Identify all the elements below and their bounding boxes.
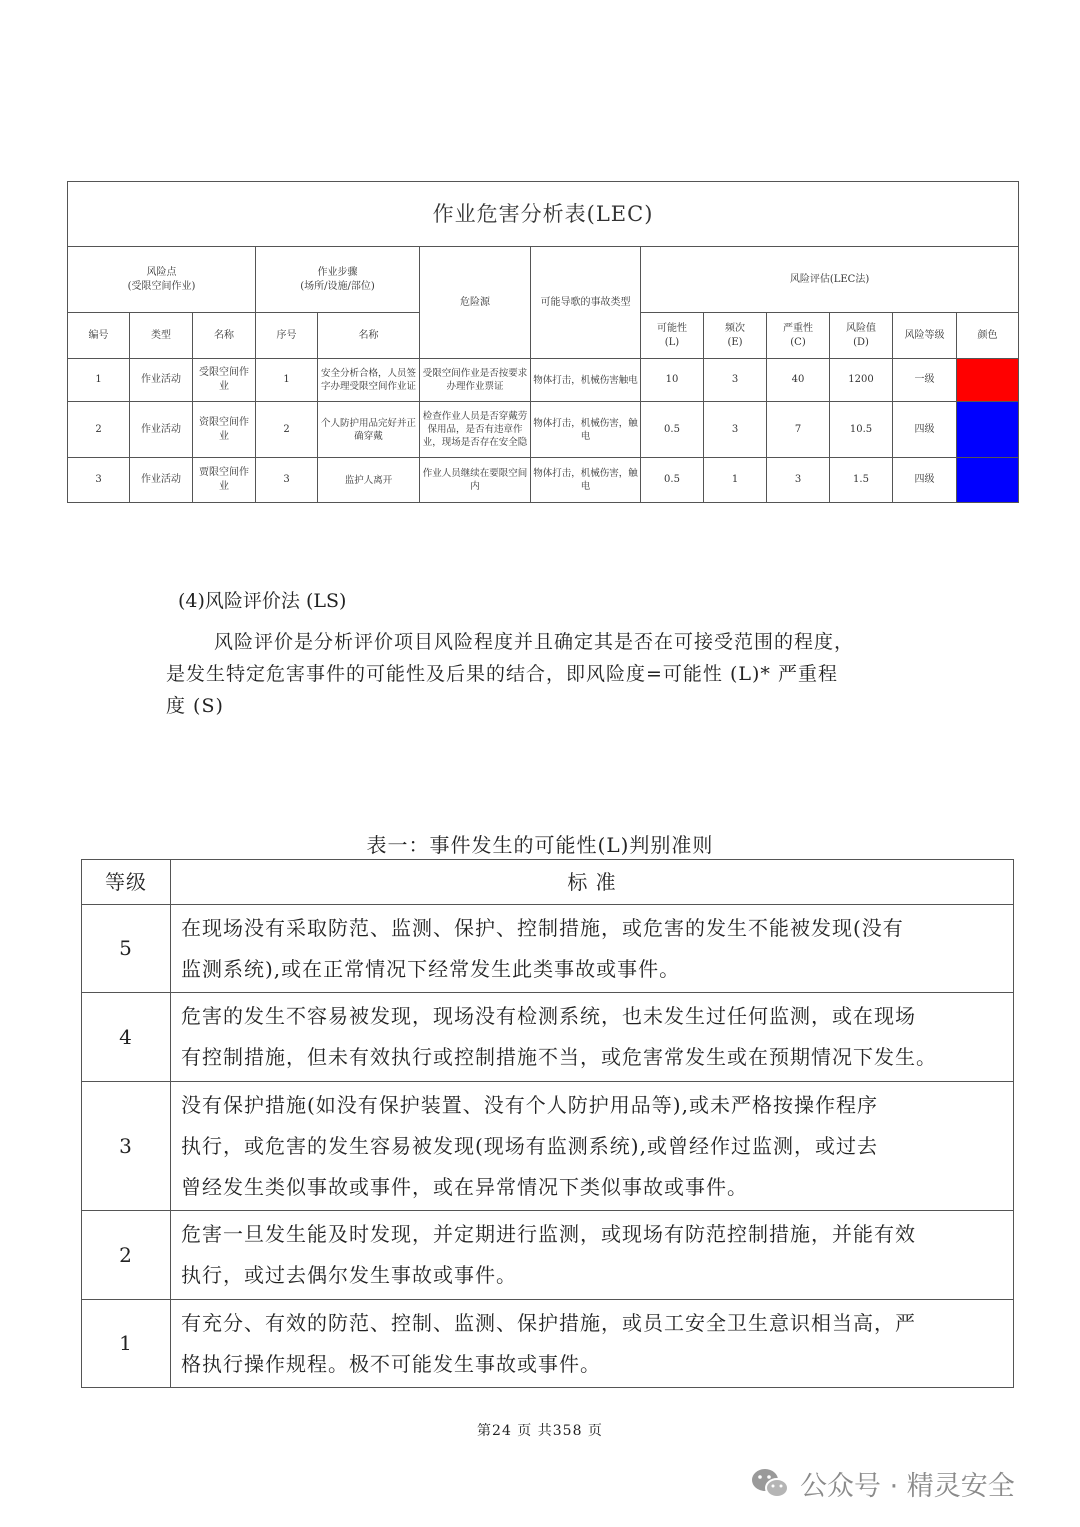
header-no: 编号 — [68, 313, 130, 359]
standard-line: 执行，或过去偶尔发生事故或事件。 — [181, 1263, 517, 1287]
header-risk-value-sub: (D) — [853, 336, 869, 348]
header-color: 颜色 — [957, 313, 1019, 359]
lec-analysis-table — [67, 181, 1019, 503]
header-possibility-sub: (L) — [664, 336, 680, 348]
risk-color-swatch — [957, 359, 1019, 402]
cell-accident: 物体打击，机械伤害，触电 — [531, 402, 641, 458]
standard-line: 危害的发生不容易被发现，现场没有检测系统，也未发生过任何监测，或在现场 — [181, 1004, 916, 1028]
standard-line: 有充分、有效的防范、控制、监测、保护措施，或员工安全卫生意识相当高，严 — [181, 1310, 916, 1335]
header-possibility — [641, 313, 704, 359]
header-risk-eval: 风险评估(LEC法) — [641, 247, 1019, 313]
risk-color-swatch — [957, 402, 1019, 458]
section-heading: (4)风险评价法 (LS) — [178, 590, 347, 612]
standard-line: 在现场没有采取防范、监测、保护、控制措施，或危害的发生不能被发现(没有 — [181, 915, 904, 940]
cell-name: 贾限空间作业 — [193, 458, 256, 503]
paragraph-line: 度 (S) — [166, 695, 224, 717]
cell-step: 安全分析合格，人员签字办理受限空间作业证 — [318, 359, 420, 402]
cell-no: 1 — [68, 359, 130, 402]
standard-line: 有控制措施，但未有效执行或控制措施不当，或危害常发生或在预期情况下发生。 — [181, 1045, 937, 1069]
cell-d: 1200 — [830, 359, 893, 402]
cell-c: 7 — [767, 402, 830, 458]
risk-color-swatch — [957, 458, 1019, 503]
header-seq: 序号 — [256, 313, 318, 359]
section-paragraph — [166, 626, 926, 722]
cell-name: 受限空间作业 — [193, 359, 256, 402]
cell-hazard: 受限空间作业是否按要求办理作业票证 — [420, 359, 531, 402]
header-name: 名称 — [193, 313, 256, 359]
cell-standard — [171, 1300, 1014, 1388]
standard-line: 没有保护措施(如没有保护装置、没有个人防护用品等),或未严格按操作程序 — [181, 1092, 878, 1117]
watermark — [750, 1464, 1015, 1503]
paragraph-line: 风险评价是分析评价项目风险程度并且确定其是否在可接受范围的程度， — [214, 631, 855, 653]
table-row — [82, 905, 1014, 993]
cell-level: 3 — [82, 1082, 171, 1211]
cell-seq: 3 — [256, 458, 318, 503]
header-possibility-label: 可能性 — [657, 322, 687, 334]
header-work-steps-sub: (场所/设施/部位) — [300, 280, 375, 292]
standard-line: 格执行操作规程。极不可能发生事故或事件。 — [181, 1351, 601, 1376]
cell-level: 一级 — [893, 359, 957, 402]
cell-c: 3 — [767, 458, 830, 503]
cell-standard — [171, 1211, 1014, 1300]
cell-d: 1.5 — [830, 458, 893, 503]
cell-e: 1 — [704, 458, 767, 503]
standard-line: 曾经发生类似事故或事件，或在异常情况下类似事故或事件。 — [181, 1174, 748, 1199]
header-risk-value-label: 风险值 — [846, 322, 876, 334]
header-standard: 标 准 — [171, 860, 1014, 905]
header-risk-value — [830, 313, 893, 359]
table-row — [82, 1300, 1014, 1388]
header-frequency-label: 频次 — [725, 322, 745, 334]
cell-step: 监护人离开 — [318, 458, 420, 503]
cell-standard — [171, 905, 1014, 993]
header-risk-point — [68, 247, 256, 313]
cell-c: 40 — [767, 359, 830, 402]
possibility-criteria-table — [81, 859, 1014, 1388]
header-level: 等级 — [82, 860, 171, 905]
cell-l: 0.5 — [641, 458, 704, 503]
watermark-text: 公众号 · 精灵安全 — [800, 1471, 1015, 1502]
cell-seq: 1 — [256, 359, 318, 402]
header-hazard: 危险源 — [420, 247, 531, 359]
standard-line: 危害一旦发生能及时发现，并定期进行监测，或现场有防范控制措施，并能有效 — [181, 1222, 916, 1246]
header-severity — [767, 313, 830, 359]
cell-type: 作业活动 — [130, 359, 193, 402]
header-work-steps — [256, 247, 420, 313]
header-accident-type: 可能导歌的事故类型 — [531, 247, 641, 359]
cell-d: 10.5 — [830, 402, 893, 458]
header-frequency — [704, 313, 767, 359]
header-type: 类型 — [130, 313, 193, 359]
table-row — [68, 402, 1019, 458]
wechat-icon — [750, 1467, 790, 1501]
cell-no: 2 — [68, 402, 130, 458]
cell-level: 5 — [82, 905, 171, 993]
cell-level: 1 — [82, 1300, 171, 1388]
cell-name: 资限空间作业 — [193, 402, 256, 458]
cell-e: 3 — [704, 359, 767, 402]
header-risk-level: 风险等级 — [893, 313, 957, 359]
cell-step: 个人防护用品完好并正确穿戴 — [318, 402, 420, 458]
header-severity-label: 严重性 — [783, 322, 813, 334]
cell-standard — [171, 1082, 1014, 1211]
cell-seq: 2 — [256, 402, 318, 458]
cell-type: 作业活动 — [130, 458, 193, 503]
cell-standard — [171, 993, 1014, 1082]
cell-level: 四级 — [893, 402, 957, 458]
paragraph-line: 是发生特定危害事件的可能性及后果的结合，即风险度=可能性 (L)* 严重程 — [166, 663, 838, 685]
page-footer: 第24 页 共358 页 — [477, 1423, 603, 1439]
header-work-steps-label: 作业步骤 — [317, 266, 358, 278]
cell-hazard: 检查作业人员是否穿戴劳保用品，是否有违章作业，现场是否存在安全隐 — [420, 402, 531, 458]
cell-e: 3 — [704, 402, 767, 458]
header-risk-point-label: 风险点 — [146, 266, 177, 278]
table-row — [82, 993, 1014, 1082]
header-severity-sub: (C) — [790, 336, 806, 348]
cell-hazard: 作业人员继续在要限空间内 — [420, 458, 531, 503]
header-risk-point-sub: (受限空间作业) — [127, 280, 196, 292]
cell-level: 2 — [82, 1211, 171, 1300]
header-frequency-sub: (E) — [727, 336, 743, 348]
table-row — [82, 1211, 1014, 1300]
cell-l: 0.5 — [641, 402, 704, 458]
standard-line: 监测系统),或在正常情况下经常发生此类事故或事件。 — [181, 956, 681, 981]
table-caption: 表一：事件发生的可能性(L)判别准则 — [366, 833, 714, 857]
lec-table-title: 作业危害分析表(LEC) — [68, 182, 1019, 247]
header-step-name: 名称 — [318, 313, 420, 359]
cell-level: 四级 — [893, 458, 957, 503]
cell-l: 10 — [641, 359, 704, 402]
standard-line: 执行，或危害的发生容易被发现(现场有监测系统),或曾经作过监测，或过去 — [181, 1133, 878, 1158]
table-row — [68, 458, 1019, 503]
cell-accident: 物体打击，机械伤害触电 — [531, 359, 641, 402]
cell-accident: 物体打击，机械伤害，触电 — [531, 458, 641, 503]
table-row — [82, 1082, 1014, 1211]
cell-level: 4 — [82, 993, 171, 1082]
table-row — [68, 359, 1019, 402]
cell-no: 3 — [68, 458, 130, 503]
cell-type: 作业活动 — [130, 402, 193, 458]
